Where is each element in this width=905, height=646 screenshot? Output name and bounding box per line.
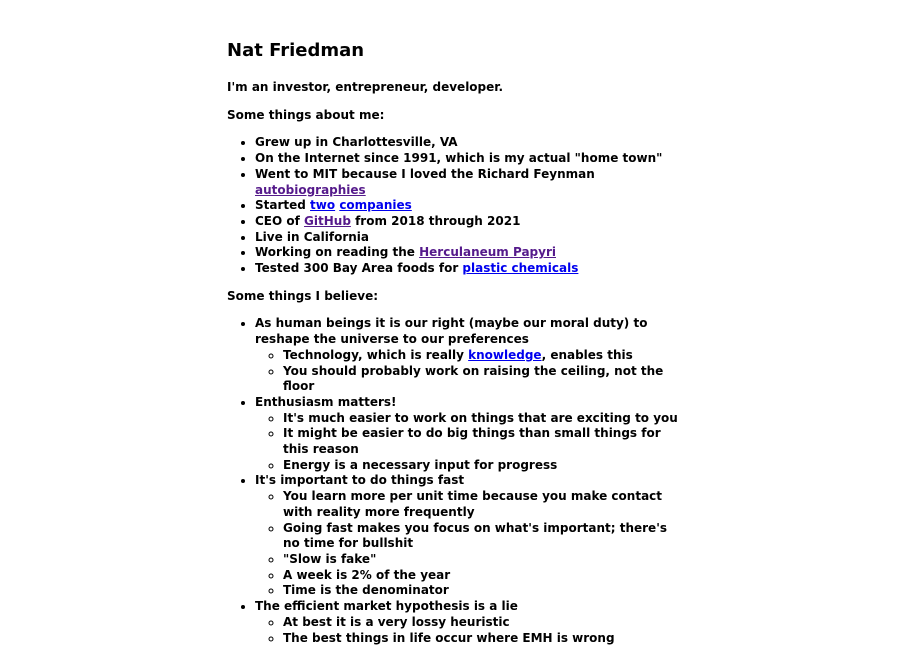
list-item: ◦ It might be easier to do big things than small things for this reason (283, 426, 687, 457)
list-item: ◦ You learn more per unit time because you make contact with reality more frequently (283, 489, 687, 520)
about-list (227, 135, 687, 276)
list-item: • On the Internet since 1991, which is my actual "home town" (255, 151, 687, 167)
list-item: • Started two companies (255, 198, 687, 214)
herculaneum-papyri-link[interactable]: Herculaneum Papyri (419, 245, 556, 259)
list-item: ◦ Energy is a necessary input for progress (283, 458, 687, 474)
list-item: • It's important to do things fast ◦ You learn more per unit time because you make contact with reality more frequently ◦ Going fast makes you focus on what's important; there's no time for bullshit ◦ "Slow is fake" ◦ A week is 2% of the year ◦ Time is the denominator (255, 473, 687, 599)
list-item: • The efficient market hypothesis is a lie ◦ At best it is a very lossy heuristic ◦ The best things in life occur where EMH is wrong (255, 599, 687, 646)
sub-list (255, 348, 687, 395)
plastic-chemicals-link[interactable]: plastic chemicals (462, 261, 578, 275)
knowledge-link[interactable]: knowledge (468, 348, 541, 362)
list-item: ◦ It's much easier to work on things that are exciting to you (283, 411, 687, 427)
list-item: • CEO of GitHub from 2018 through 2021 (255, 214, 687, 230)
two-link[interactable]: two (310, 198, 335, 212)
list-item: • Enthusiasm matters! ◦ It's much easier to work on things that are exciting to you ◦ It might be easier to do big things than small things for this reason ◦ Energy is a necessary input for progress (255, 395, 687, 474)
list-item: • Grew up in Charlottesville, VA (255, 135, 687, 151)
list-item: ◦ You should probably work on raising the ceiling, not the floor (283, 364, 687, 395)
companies-link[interactable]: companies (339, 198, 412, 212)
sub-list (255, 615, 687, 646)
beliefs-list (227, 316, 687, 646)
list-item: • Live in California (255, 230, 687, 246)
list-item: • As human beings it is our right (maybe our moral duty) to reshape the universe to our preferences ◦ Technology, which is really knowledge, enables this ◦ You should probably work on raising the ceiling, not the floor (255, 316, 687, 395)
list-item: • Tested 300 Bay Area foods for plastic chemicals (255, 261, 687, 277)
sub-list (255, 411, 687, 474)
intro-text: I'm an investor, entrepreneur, developer. (227, 80, 687, 96)
list-item: • Working on reading the Herculaneum Papyri (255, 245, 687, 261)
believe-heading: Some things I believe: (227, 289, 687, 305)
list-item: • Went to MIT because I loved the Richard Feynman autobiographies (255, 167, 687, 198)
autobiographies-link[interactable]: autobiographies (255, 183, 366, 197)
list-item: ◦ Time is the denominator (283, 583, 687, 599)
list-item: ◦ A week is 2% of the year (283, 568, 687, 584)
page-title: Nat Friedman (227, 40, 687, 62)
sub-list (255, 489, 687, 599)
github-link[interactable]: GitHub (304, 214, 351, 228)
list-item: ◦ At best it is a very lossy heuristic (283, 615, 687, 631)
list-item: ◦ "Slow is fake" (283, 552, 687, 568)
page-content (227, 0, 687, 646)
list-item: ◦ Technology, which is really knowledge, enables this (283, 348, 687, 364)
list-item: ◦ Going fast makes you focus on what's important; there's no time for bullshit (283, 521, 687, 552)
list-item: ◦ The best things in life occur where EMH is wrong (283, 631, 687, 646)
about-heading: Some things about me: (227, 108, 687, 124)
